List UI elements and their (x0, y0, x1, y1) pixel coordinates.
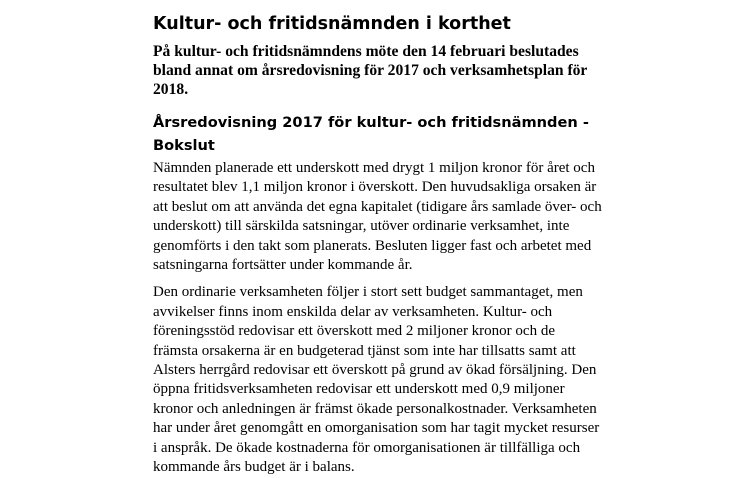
document-page (153, 12, 603, 478)
body-paragraph-1: Nämnden planerade ett underskott med drygt 1 miljon kronor för året och resultatet blev 1,1 miljon kronor i överskott. Den huvudsakliga orsaken är att beslut om att använda det egna kapitalet (tidigare års samlade över- och underskott) till särskilda satsningar, utöver ordinarie verksamhet, inte genomförts i den takt som planerats. Besluten ligger fast och arbetet med satsningarna fortsätter under kommande år. (153, 160, 602, 274)
lead-paragraph: På kultur- och fritidsnämndens möte den 14 februari beslutades bland annat om årsredovisning för 2017 och verksamhetsplan för 2018. (153, 43, 588, 98)
document-title: Kultur- och fritidsnämnden i korthet (153, 14, 511, 34)
body-paragraph-2: Den ordinarie verksamheten följer i stort sett budget sammantaget, men avvikelser finns inom enskilda delar av verksamheten. Kultur- och föreningsstöd redovisar ett överskott med 2 miljoner kronor och de främsta orsakerna är en budgeterad tjänst som inte har tillsatts samt att Alsters herrgård redovisar ett överskott på grund av ökad försäljning. Den öppna fritidsverksamheten redovisar ett underskott med 0,9 miljoner kronor och anledningen är främst ökade personalkostnader. Verksamheten har under året genomgått en omorganisation som har tagit mycket resurser i anspråk. De ökade kostnaderna för omorganisationen är tillfälliga och kommande års budget är i balans. (153, 284, 600, 476)
section-heading: Årsredovisning 2017 för kultur- och fritidsnämnden - Bokslut (153, 114, 589, 154)
